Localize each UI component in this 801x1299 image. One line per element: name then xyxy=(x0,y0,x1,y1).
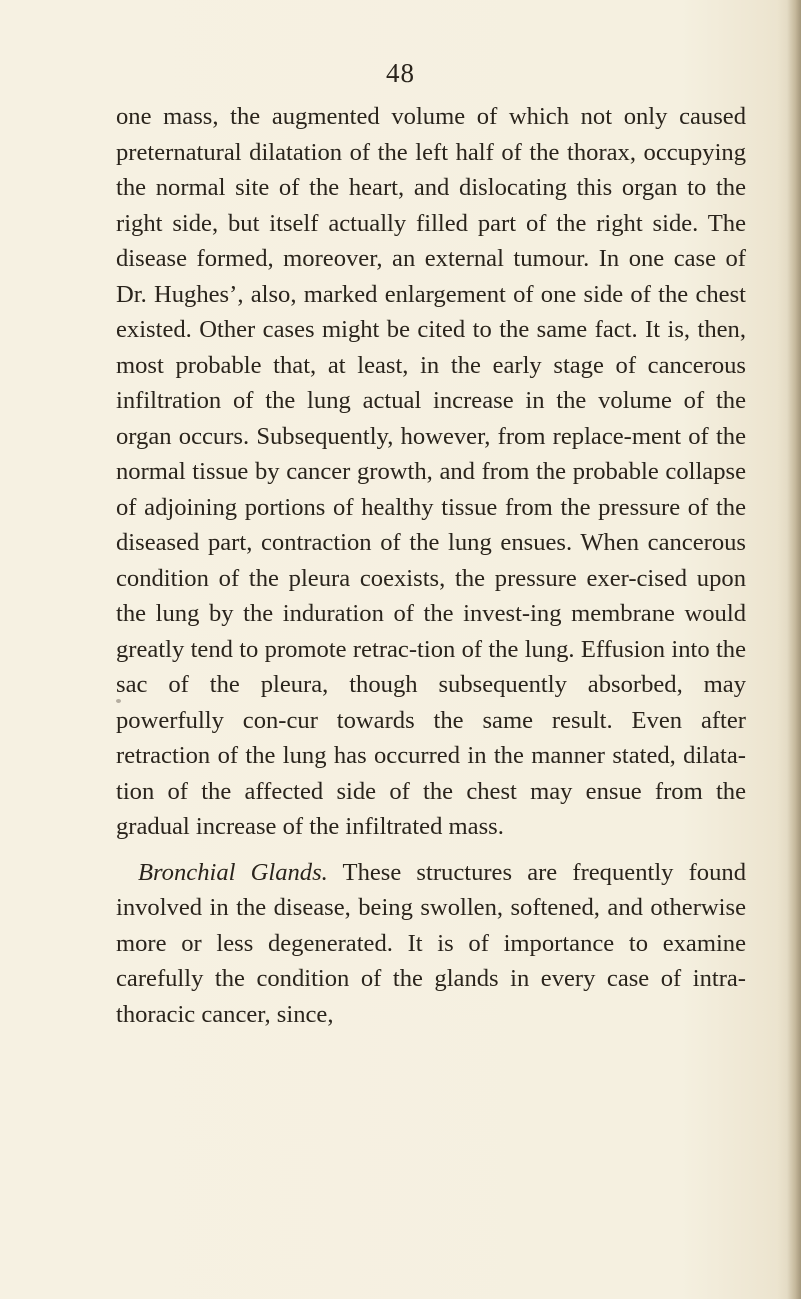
paragraph-text: one mass, the augmented volume of which not only caused preternatural dilatation of the left half of the thorax, occupying the normal site of the heart, and dislocating this organ to the right side, but itself actually filled part of the right side. The disease formed, moreover, an external tumour. In one case of Dr. Hughes’, also, marked enlargement of one side of the chest existed. Other cases might be cited to the same fact. It is, then, most probable that, at least, in the early stage of cancerous infiltration of the lung actual increase in the volume of the organ occurs. Subsequently, however, from replace-ment of the normal tissue by cancer growth, and from the probable collapse of adjoining portions of healthy tissue from the pressure of the diseased part, contraction of the lung ensues. When cancerous condition of the pleura coexists, the pressure exer-cised upon the lung by the induration of the invest-ing membrane would greatly tend to promote retrac-tion of the lung. Effusion into the sac of the pleura, though subsequently absorbed, may powerfully con-cur towards the same result. Even after retraction of the lung has occurred in the manner stated, dilata-tion of the affected side of the chest may ensue from the gradual increase of the infiltrated mass. xyxy=(116,103,746,840)
paragraph-continuation xyxy=(116,99,746,845)
page-edge-shadow xyxy=(787,0,801,1299)
ink-speck xyxy=(116,699,121,703)
section-run-in-heading: Bronchial Glands. xyxy=(138,858,328,886)
paragraph-bronchial-glands xyxy=(116,855,746,1033)
page-number: 48 xyxy=(386,58,415,88)
body-text xyxy=(116,99,746,1032)
paragraph-text: These structures are frequently found involved in the disease, being swollen, softened, and otherwise more or less degenerated. It is of importance to examine carefully the condition of the glands in every case of intra-thoracic cancer, since, xyxy=(116,858,746,1028)
